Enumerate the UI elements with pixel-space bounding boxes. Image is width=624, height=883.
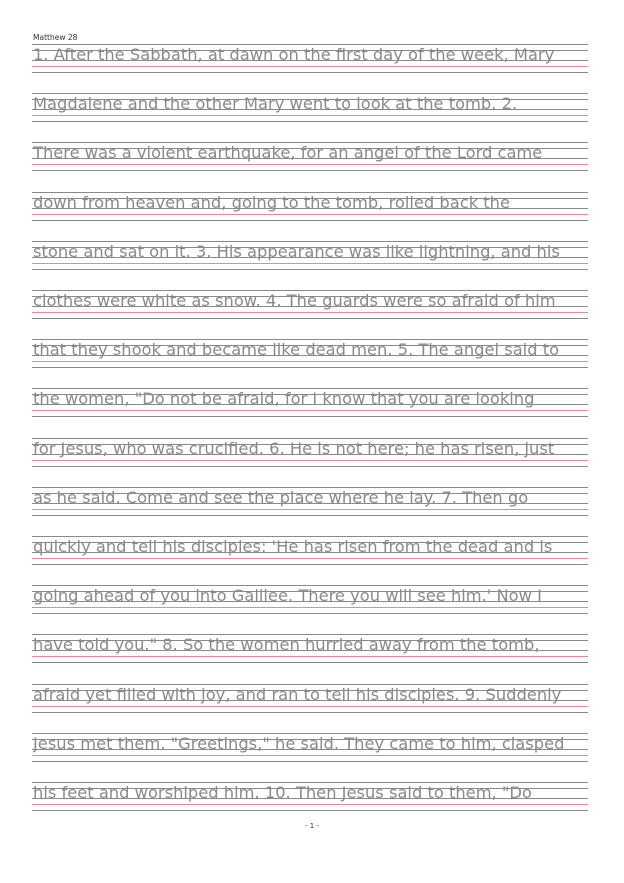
guide-rule [32, 466, 588, 467]
trace-text: 1. After the Sabbath, at dawn on the first day of the week, Mary [33, 45, 555, 64]
practice-line [32, 290, 588, 318]
practice-line [32, 339, 588, 367]
trace-text: afraid yet filled with joy, and ran to tell his disciples. 9. Suddenly [33, 684, 562, 704]
guide-rule [32, 613, 588, 614]
trace-text: going ahead of you into Galilee. There you will see him.' Now I [33, 586, 542, 606]
trace-text: Magdalene and the other Mary went to look at the tomb. 2. [33, 94, 518, 114]
trace-text: as he said. Come and see the place where he lay. 7. Then go [33, 487, 529, 507]
baseline-rule [32, 263, 588, 264]
practice-line [32, 93, 588, 121]
guide-rule [32, 318, 588, 319]
baseline-rule [32, 706, 588, 707]
baseline-rule [32, 115, 588, 116]
baseline-rule [32, 558, 588, 559]
guide-rule [32, 712, 588, 713]
guide-rule [32, 121, 588, 122]
trace-text: There was a violent earthquake, for an angel of the Lord came [33, 143, 543, 163]
baseline-rule [32, 164, 588, 165]
trace-text: Jesus met them. "Greetings," he said. They came to him, clasped [33, 733, 565, 753]
trace-text: quickly and tell his disciples: 'He has risen from the dead and is [33, 537, 553, 556]
guide-rule [32, 220, 588, 221]
guide-rule [32, 170, 588, 171]
practice-line [32, 241, 588, 269]
practice-line [32, 634, 588, 662]
baseline-rule [32, 804, 588, 805]
practice-line [32, 536, 588, 564]
baseline-rule [32, 66, 588, 67]
baseline-rule [32, 410, 588, 411]
practice-line [32, 733, 588, 761]
baseline-rule [32, 460, 588, 461]
baseline-rule [32, 509, 588, 510]
trace-text: for Jesus, who was crucified. 6. He is not here; he has risen, just [33, 438, 555, 458]
trace-text: his feet and worshiped him. 10. Then Jesus said to them, "Do [33, 783, 532, 802]
baseline-rule [32, 214, 588, 215]
practice-line [32, 782, 588, 810]
baseline-rule [32, 607, 588, 608]
guide-rule [32, 761, 588, 762]
guide-rule [32, 810, 588, 811]
practice-line [32, 388, 588, 416]
guide-rule [32, 416, 588, 417]
baseline-rule [32, 361, 588, 362]
trace-text: down from heaven and, going to the tomb, rolled back the [33, 192, 511, 212]
practice-line [32, 487, 588, 515]
page-number: - 1 - [305, 822, 319, 830]
guide-rule [32, 367, 588, 368]
practice-line [32, 142, 588, 170]
practice-line [32, 585, 588, 613]
page-header-title: Matthew 28 [33, 33, 78, 42]
practice-line [32, 438, 588, 466]
trace-text: the women, "Do not be afraid, for I know that you are looking [33, 389, 535, 409]
baseline-rule [32, 755, 588, 756]
trace-text: that they shook and became like dead men. 5. The angel said to [33, 340, 560, 360]
guide-rule [32, 662, 588, 663]
guide-rule [32, 564, 588, 565]
practice-line [32, 44, 588, 72]
trace-text: stone and sat on it. 3. His appearance was like lightning, and his [33, 241, 560, 261]
trace-text: clothes were white as snow. 4. The guards were so afraid of him [33, 291, 556, 310]
trace-text: have told you." 8. So the women hurried away from the tomb, [33, 635, 540, 655]
guide-rule [32, 515, 588, 516]
baseline-rule [32, 656, 588, 657]
practice-line [32, 684, 588, 712]
practice-line [32, 192, 588, 220]
baseline-rule [32, 312, 588, 313]
guide-rule [32, 269, 588, 270]
guide-rule [32, 72, 588, 73]
